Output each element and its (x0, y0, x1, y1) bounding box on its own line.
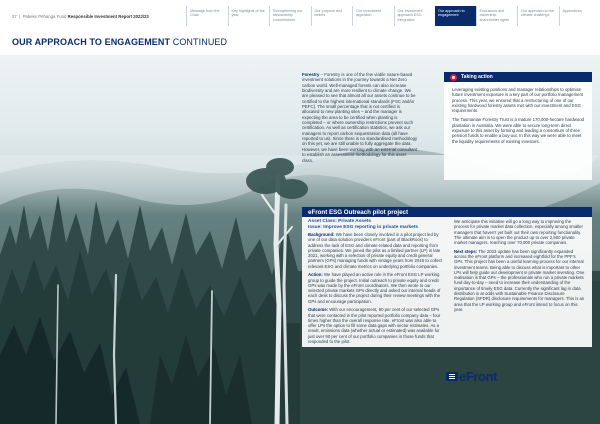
efront-anticipation: We anticipate this initiative will go a long way to improving the process for private market data collection, especially among smaller managers that haven't yet built out their own reporting functionality. The ultimate aim is to open the product up to over 2,500 private market managers, reaching over 70,000 private companies. (454, 219, 583, 246)
efront-next-text: The 2023 update has been significantly expanded across the eFront platform and increased eightfold for the PPF's GPs. This project has been a useful learning process for our internal investment teams. Being able to discuss what is important to other LPs will help guide our development in private market investing. One realisation is that GPs – the professionals who run a private markets fund day-to-day – need to increase their understanding of the importance of timely ESG data. Currently the significant lag in data distribution is at odds with Sustainable Finance Disclosure Regulation (SFDR) disclosure requirements for managers. This is an area that the LP working group and eFront intend to focus on this year. (454, 248, 585, 312)
nav-tab-chair-message[interactable]: Message from the Chair (186, 6, 228, 26)
section-nav (186, 6, 600, 26)
efront-action-label: Action: (308, 272, 323, 278)
nav-tab-engagement[interactable]: Our approach to engagement (435, 6, 476, 26)
page-title (12, 37, 227, 47)
efront-right-column (454, 219, 586, 315)
nav-tab-exclusions[interactable]: Exclusions and ownership shareholder rights (476, 6, 518, 26)
efront-subtitle (308, 219, 418, 231)
forestry-paragraph (302, 72, 418, 163)
efront-next-steps (454, 249, 586, 313)
efront-next-label: Next steps: (454, 248, 478, 254)
report-title: Responsible Investment Report 2022/23 (67, 14, 149, 19)
efront-outcome-label: Outcome: (308, 307, 329, 313)
taking-action-title: Taking action (461, 74, 493, 80)
page-number: 27 (12, 14, 17, 19)
efront-outcome (308, 307, 443, 344)
efront-logo-mark-icon (446, 372, 458, 381)
nav-tab-appendices[interactable]: Appendices (559, 6, 600, 26)
page-title-main: OUR APPROACH TO ENGAGEMENT (12, 37, 171, 47)
nav-tab-purpose[interactable]: Our purpose and beliefs (311, 6, 353, 26)
efront-issue: Issue: Improve ESG reporting in private markets (308, 225, 419, 230)
taking-action-panel (444, 72, 592, 180)
efront-action (308, 272, 443, 304)
nav-tab-stewardship[interactable]: Strengthening our stewardship commitments (269, 6, 311, 26)
forestry-text: – Forestry is one of the few viable nature-based investment solutions in the journey towards a Net Zero carbon world. Well-managed forests can also increase biodiversity and are more resilient to climate change. We are pleased to see that almost all our assets continue to be certified to the highest international standards (FSC and/or PEFC). The small percentage that is not certified is allocated to new planting sites – and the manager is expecting the area to be certified when planting is completed – or where ownership restrictions prevent such certification. As well as certification statistics, we ask our managers to report carbon sequestration data (all have reported to us). Since there is no standardised methodology on this yet, we are still unable to fully aggregate the data. However, we have been working with an external consultant to establish an assessment methodology for this asset class. (302, 72, 418, 163)
efront-left-column (308, 232, 443, 348)
efront-background-label: Background: (308, 232, 335, 237)
nav-tab-highlights[interactable]: Key highlights of the year (228, 6, 270, 26)
efront-logo (446, 369, 497, 384)
efront-asset-class: Asset Class: Private Assets (308, 219, 372, 224)
forestry-label: Forestry (302, 72, 320, 77)
taking-action-paragraph-2: The Tasmanian Forestry Trust is a mature 170,000-hectare hardwood plantation in Australia. We were able to secure long-term direct exposure to this asset by forming and leading a consortium of three pension funds to enable a buy-out. In this way we were able to meet the liquidity requirements of existing investors. (452, 117, 584, 144)
efront-logo-text: eFront (459, 369, 498, 384)
taking-action-body (444, 82, 592, 144)
target-icon (450, 74, 457, 81)
efront-outcome-text: With our encouragement, 60 per cent of our selected GPs that were contacted in the pilot reported portfolio company data – four times higher than the overall response rate. eFront was also able to offer LPs the option to fill some data gaps with sector estimates. As a result, emissions data (whether actual or estimated) was available for just over 90 per cent of our portfolio companies in those funds that responded to the pilot. (308, 307, 441, 345)
taking-action-paragraph-1: Leveraging existing positions and manager relationships to optimise future investment exposure is a key part of our portfolio management process. This year, we ensured that a restructuring of one of our existing hardwood forestry assets met with our investment and ESG requirements. (452, 87, 584, 114)
taking-action-header (444, 72, 592, 82)
company-name: Pakeke Pēhanga Fund (22, 14, 67, 19)
efront-background (308, 232, 443, 269)
efront-action-text: We have played an active role in the eFront ESG LP working group to guide the project. Initial outreach to private equity and credit GPs was made by the eFront coordinators. We then wrote to our selected private markets GPs directly and asked our internal heads of each desk to discuss the project during their review meetings with the GPs and encourage participation. (308, 272, 441, 304)
page-header: 27 | Pakeke Pēhanga Fund Responsible Investment Report 2022/23 (12, 14, 149, 19)
efront-case-study (302, 207, 592, 347)
nav-tab-esg-integration[interactable]: Our investment approach ESG integration (394, 6, 436, 26)
nav-tab-climate[interactable]: Our approach to the climate challenge (517, 6, 559, 26)
efront-background-text: We have been closely involved in a pilot project led by one of our data solution providers eFront (part of BlackRock) to address the lack of ESG and climate-related data and reporting from private companies. We joined the pilot as a limited partner (LP) in late 2021, working with a selection of private equity and credit general partners (GPs) managing funds with vintage years from 2015 to collect relevant ESG and climate metrics on underlying portfolio companies. (308, 232, 443, 269)
nav-tab-investment-approach[interactable]: Our investment approach (352, 6, 394, 26)
page-title-continued: CONTINUED (172, 37, 228, 47)
efront-title: eFront ESG Outreach pilot project (302, 207, 592, 217)
